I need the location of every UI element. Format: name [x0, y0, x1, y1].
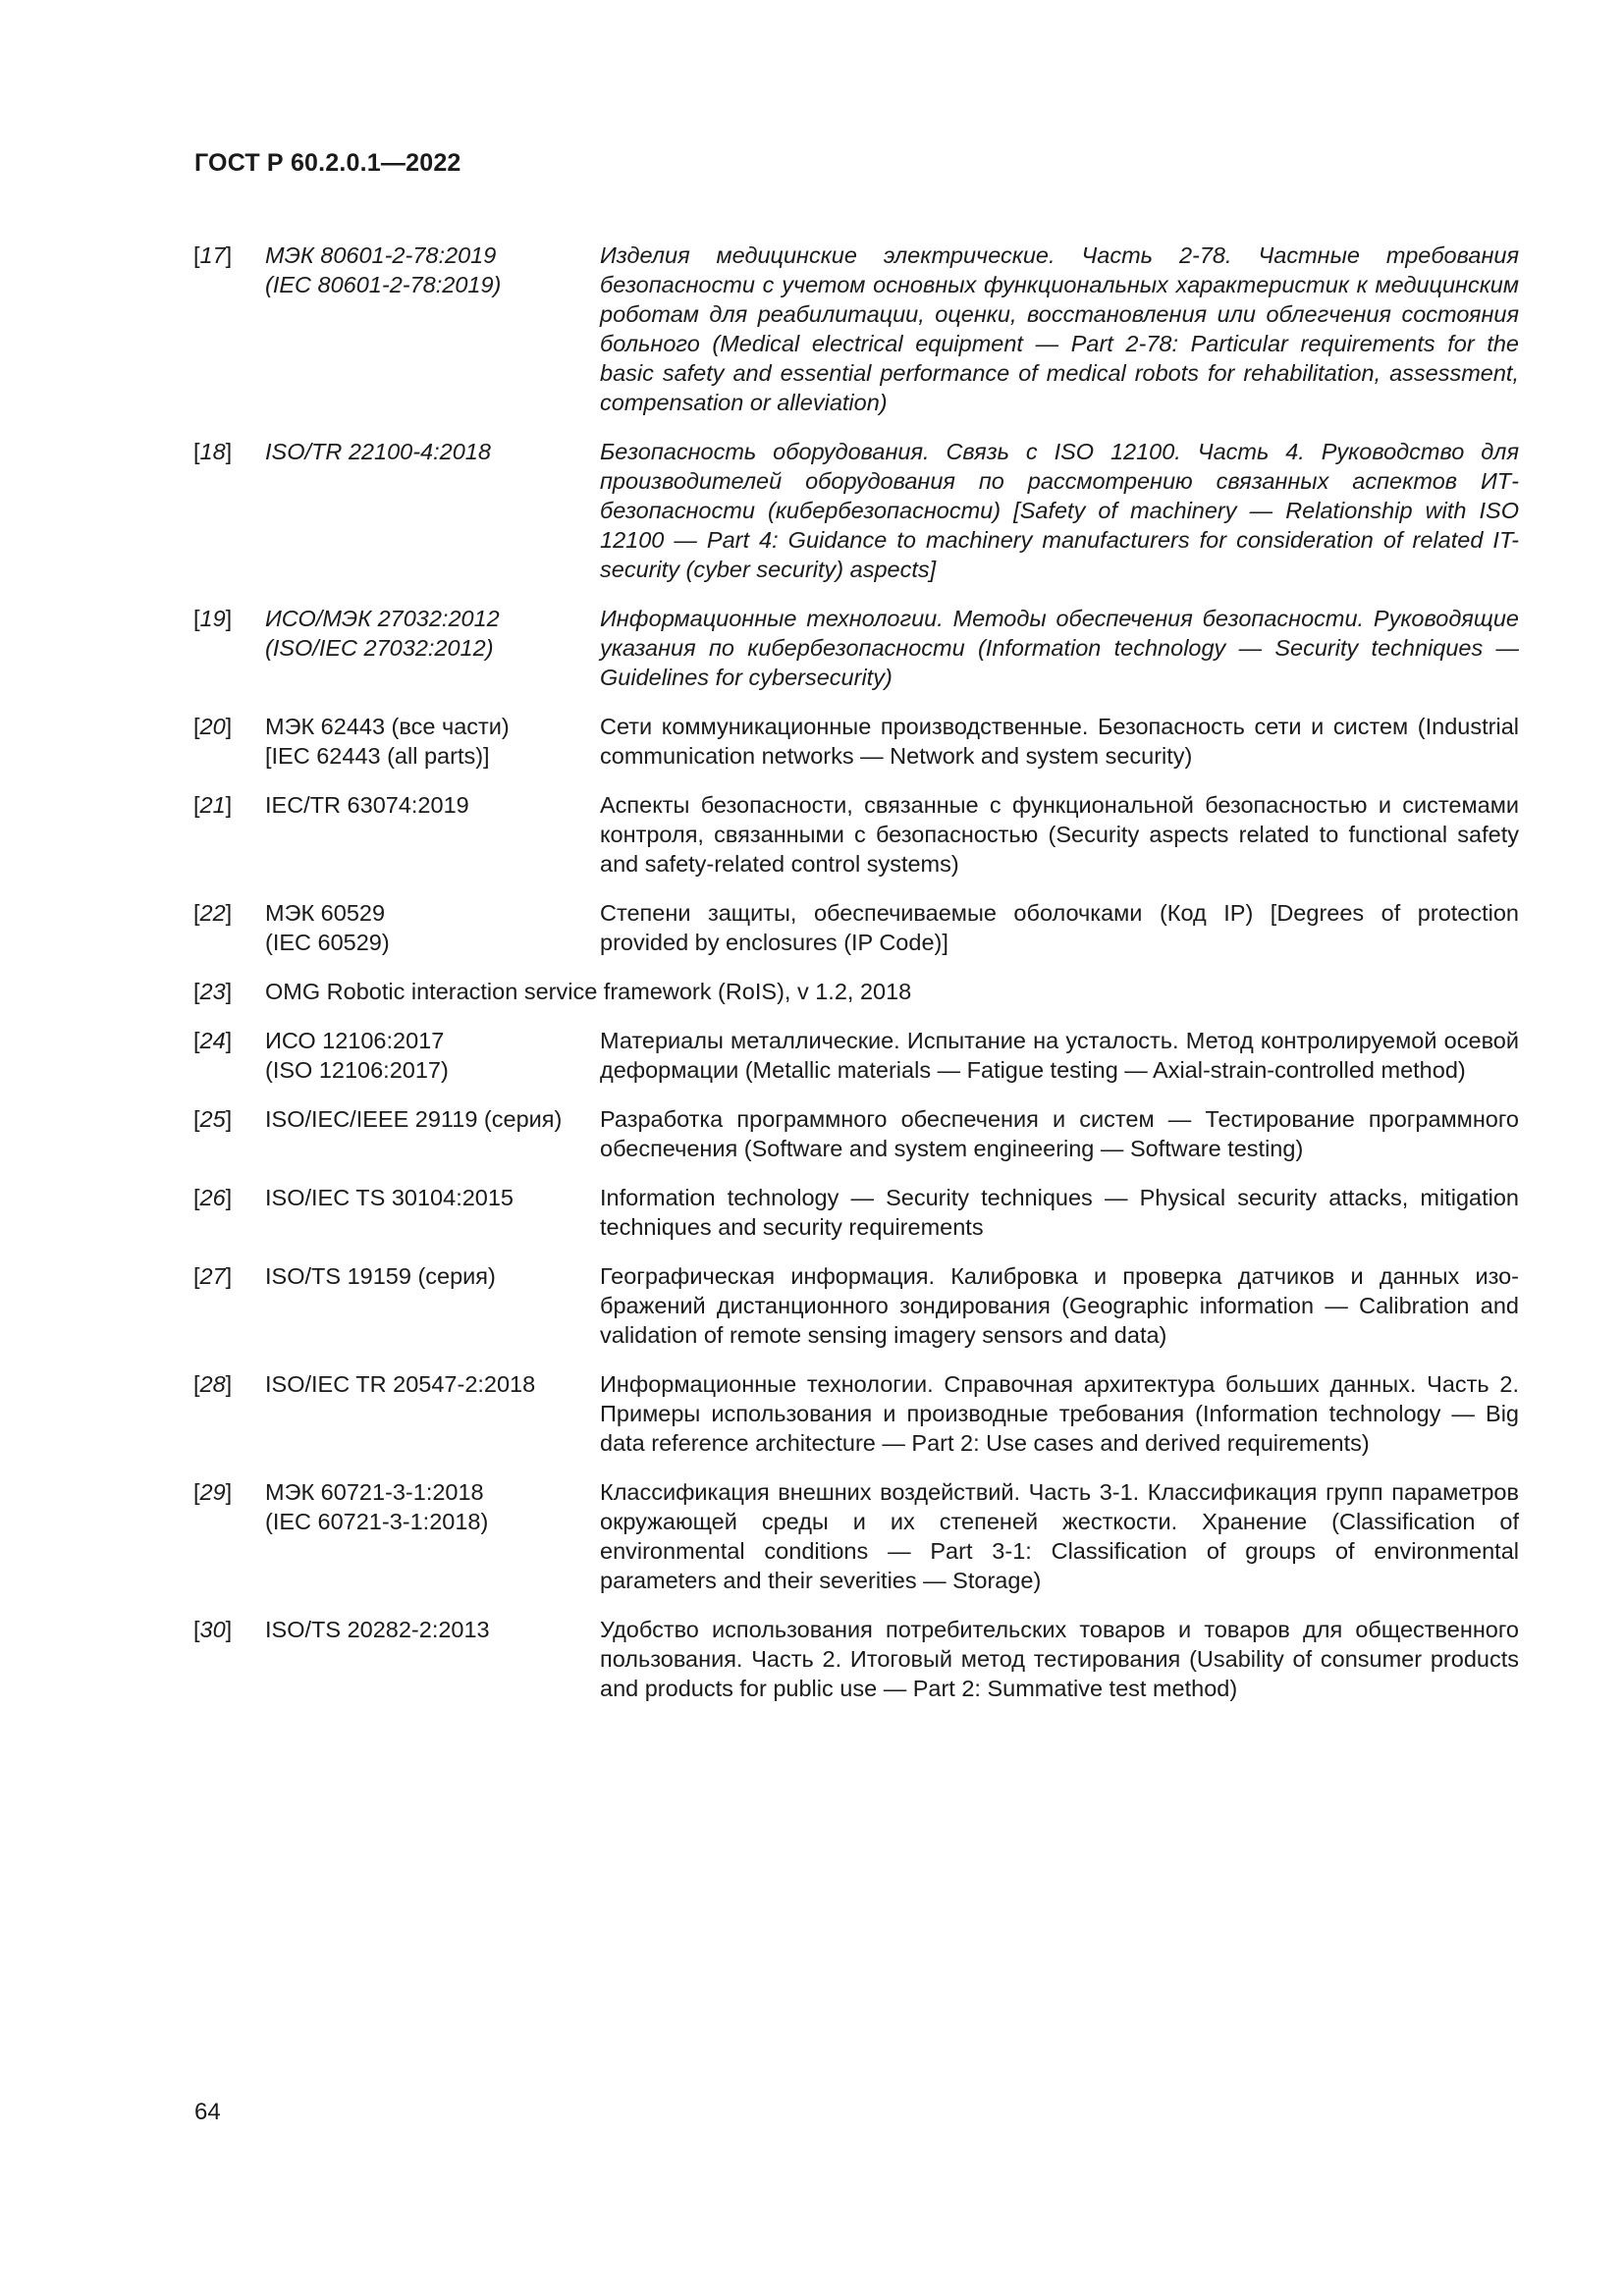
document-id-line: (ISO/IEC 27032:2012): [265, 635, 494, 661]
document-id-line: МЭК 80601-2-78:2019: [265, 242, 497, 268]
reference-document-id: [265, 1369, 599, 1399]
document-id-line: ISO/TR 22100-4:2018: [265, 439, 491, 464]
reference-title: Географическая информация. Калибровка и проверка датчиков и данных изображений дистанционного зондирования (Geographic information — Calibration and validation of remote sensing imagery sensors and data): [600, 1263, 1519, 1348]
reference-title: Удобство использования потребительских товаров и товаров для общественного пользования. Часть 2. Итоговый метод тестирования (Usability of consumer products and products for public use — Part 2: Summative test method): [600, 1617, 1519, 1701]
reference-title: Информационные технологии. Справочная архитектура больших данных. Часть 2. Примеры использования и производные требования (Information technology — Big data reference architecture — Part 2: Use cases and derived requirements): [600, 1371, 1519, 1456]
reference-number: [28]: [193, 1371, 233, 1397]
reference-title: Аспекты безопасности, связанные с функциональной безопасностью и системами контроля, связанными с безопасностью (Security aspects related to functional safety and safety-related control systems): [600, 792, 1519, 877]
reference-entry: [193, 1261, 1519, 1350]
reference-title: Материалы металлические. Испытание на усталость. Метод контролируемой осевой деформации (Metallic materials — Fatigue testing — Axial-strain-controlled method): [600, 1028, 1519, 1083]
reference-number: [24]: [193, 1028, 233, 1053]
reference-number: [27]: [193, 1263, 233, 1289]
bibliography-list: [193, 240, 1519, 1723]
page-number: 64: [194, 2099, 221, 2125]
reference-number-value: 27: [199, 1263, 226, 1289]
reference-title: Разработка программного обеспечения и систем — Тестирование программного обеспечения (Software and system engineering — Software testing): [600, 1106, 1519, 1161]
reference-title: Information technology — Security techniques — Physical security attacks, mitigation techniques and security requirements: [600, 1185, 1519, 1240]
reference-title: Безопасность оборудования. Связь с ISO 12100. Часть 4. Руководство для производителей оборудования по рассмотрению связанных аспектов ИТ-безопасности (кибербезопасности) [Safety of machinery — Relationship with ISO 12100 — Part 4: Guidance to machinery manufacturers for consideration of related IT-security (cyber security) aspects]: [600, 439, 1519, 582]
reference-number-value: 21: [199, 792, 226, 818]
reference-entry: [193, 1369, 1519, 1458]
reference-number: [18]: [193, 439, 233, 464]
reference-number: [29]: [193, 1479, 233, 1505]
reference-number-value: 23: [199, 979, 226, 1004]
reference-entry: [193, 1615, 1519, 1703]
document-id-line: (ISO 12106:2017): [265, 1057, 449, 1083]
reference-document-id: [265, 898, 599, 957]
reference-document-id: [265, 1026, 599, 1085]
document-id-line: МЭК 60529: [265, 900, 386, 926]
reference-entry: [193, 1104, 1519, 1163]
document-id-line: ISO/IEC TR 20547-2:2018: [265, 1371, 536, 1397]
reference-document-id: [265, 1615, 599, 1644]
reference-number-value: 24: [199, 1028, 226, 1053]
reference-number: [26]: [193, 1185, 233, 1210]
reference-entry: [193, 712, 1519, 771]
reference-number-value: 18: [199, 439, 226, 464]
reference-entry: [193, 437, 1519, 584]
reference-number-value: 28: [199, 1371, 226, 1397]
reference-number: [22]: [193, 900, 233, 926]
document-id-line: МЭК 62443 (все части): [265, 714, 510, 739]
reference-number-value: 26: [199, 1185, 226, 1210]
reference-number-value: 29: [199, 1479, 226, 1505]
reference-number: [20]: [193, 714, 233, 739]
reference-number: [19]: [193, 606, 233, 631]
reference-number-value: 19: [199, 606, 226, 631]
reference-number: [21]: [193, 792, 233, 818]
reference-entry: [193, 1026, 1519, 1085]
document-id-line: ISO/IEC TS 30104:2015: [265, 1185, 514, 1210]
reference-entry: [193, 1477, 1519, 1595]
document-id-line: ИСО 12106:2017: [265, 1028, 445, 1053]
document-id-line: (IEC 60721-3-1:2018): [265, 1509, 489, 1534]
document-id-line: ISO/IEC/IEEE 29119 (серия): [265, 1106, 563, 1132]
reference-number-value: 25: [199, 1106, 226, 1132]
reference-title: Изделия медицинские электрические. Часть 2-78. Частные требования безопасности с учетом основных функциональных характеристик к медицинским роботам для реабилитации, оценки, восстановления или облегчения состояния больного (Medical electrical equipment — Part 2-78: Particular requirements for the basic safety and essential performance of medical robots for rehabilitation, assessment, compensation or alleviation): [600, 242, 1519, 415]
document-id-line: (IEC 60529): [265, 930, 390, 955]
reference-document-id: [265, 1477, 599, 1536]
reference-title: Классификация внешних воздействий. Часть 3-1. Классификация групп параметров окружающей среды и их степеней жесткости. Хранение (Classification of environmental conditions — Part 3-1: Classification of groups of environmental parameters and their severities — Storage): [600, 1479, 1519, 1593]
reference-title: Степени защиты, обеспечиваемые оболочками (Код IP) [Degrees of protection provided by enclosures (IP Code)]: [600, 900, 1519, 955]
reference-title: OMG Robotic interaction service framework (RoIS), v 1.2, 2018: [265, 979, 912, 1004]
reference-number: [23]: [193, 979, 233, 1004]
reference-number: [25]: [193, 1106, 233, 1132]
document-id-line: МЭК 60721-3-1:2018: [265, 1479, 484, 1505]
reference-document-id: [265, 712, 599, 771]
document-id-line: ИСО/МЭК 27032:2012: [265, 606, 500, 631]
reference-number-value: 20: [199, 714, 226, 739]
reference-document-id: [265, 240, 599, 299]
reference-number-value: 17: [199, 242, 226, 268]
document-id-line: ISO/TS 19159 (серия): [265, 1263, 496, 1289]
document-id-line: IEC/TR 63074:2019: [265, 792, 469, 818]
reference-entry: [193, 1183, 1519, 1242]
reference-title: Сети коммуникационные производственные. Безопасность сети и систем (Industrial communication networks — Network and system security): [600, 714, 1519, 769]
reference-number-value: 30: [199, 1617, 226, 1642]
document-id-line: ISO/TS 20282-2:2013: [265, 1617, 490, 1642]
document-id-line: (IEC 80601-2-78:2019): [265, 272, 502, 297]
reference-number: [30]: [193, 1617, 233, 1642]
page-header: ГОСТ Р 60.2.0.1—2022: [194, 149, 461, 177]
reference-number-value: 22: [199, 900, 226, 926]
reference-document-id: [265, 1261, 599, 1291]
reference-number: [17]: [193, 242, 233, 268]
document-id-line: [IEC 62443 (all parts)]: [265, 743, 490, 769]
reference-entry: [193, 790, 1519, 879]
reference-document-id: [265, 1183, 599, 1212]
reference-title: Информационные технологии. Методы обеспечения безопасности. Руководящие указания по кибербезопасности (Information technology — Security techniques — Guidelines for cybersecurity): [600, 606, 1519, 690]
reference-document-id: [265, 1104, 599, 1134]
reference-entry: [193, 604, 1519, 692]
reference-entry: [193, 977, 1519, 1006]
reference-entry: [193, 240, 1519, 417]
reference-document-id: [265, 437, 599, 466]
reference-document-id: [265, 790, 599, 820]
reference-document-id: [265, 604, 599, 663]
reference-entry: [193, 898, 1519, 957]
